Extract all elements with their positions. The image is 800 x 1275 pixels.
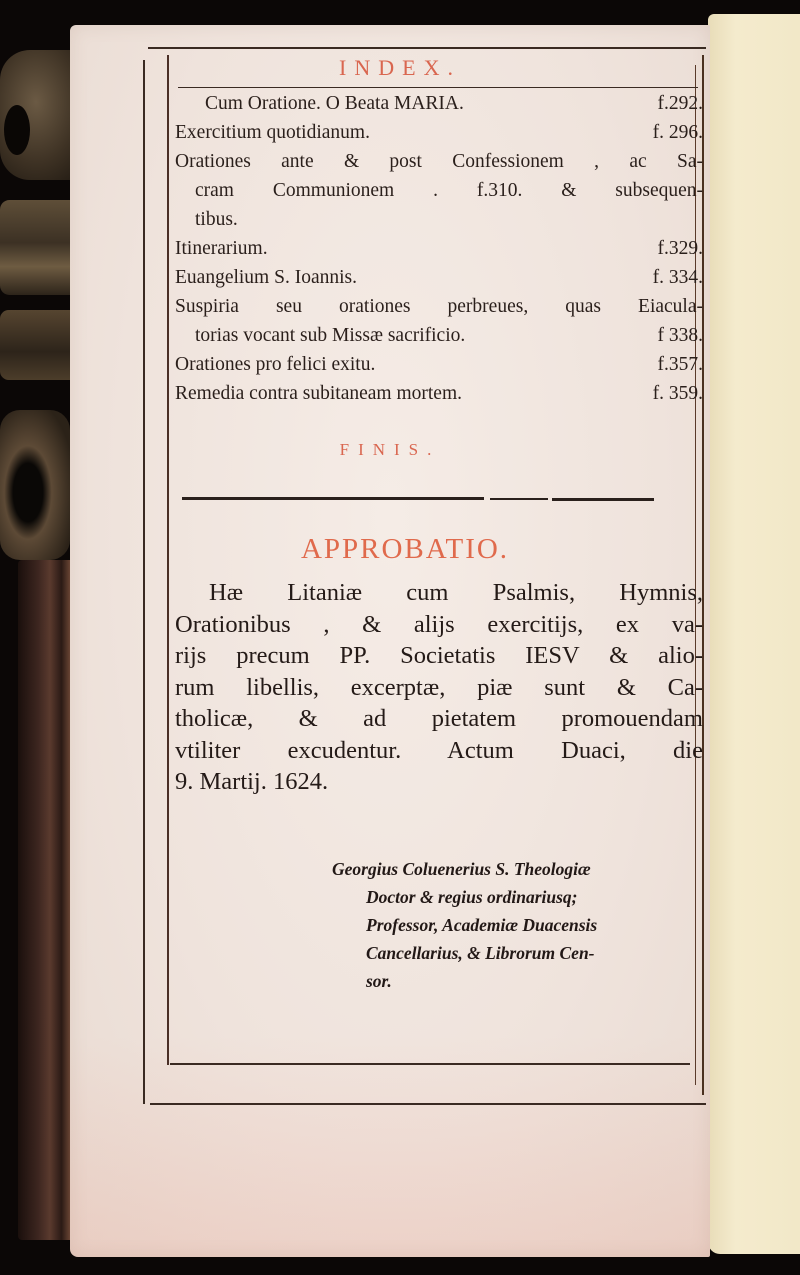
- censor-signature: [332, 855, 702, 995]
- entry-text-cont: tibus.: [195, 209, 238, 230]
- folio-ref: f. 296.: [652, 122, 703, 143]
- index-entry: [175, 292, 703, 350]
- signature-line: Cancellarius, & Librorum Cen-: [366, 943, 595, 963]
- folio-ref: f.329.: [657, 238, 703, 259]
- facing-page-edge: [708, 14, 800, 1254]
- folio-ref: f.357.: [657, 354, 703, 375]
- text-line: rum libellis, excerptæ, piæ sunt & Ca-: [175, 673, 703, 701]
- entry-text-cont: torias vocant sub Missæ sacrificio.: [195, 325, 466, 346]
- separator-rule: [490, 498, 548, 500]
- frame-rule-bottom: [150, 1103, 706, 1105]
- text-line: tholicæ, & ad pietatem promouendam: [175, 705, 703, 732]
- frame-rule-inner-bottom: [170, 1063, 690, 1065]
- frame-rule-left: [143, 60, 145, 1104]
- entry-text: Suspiria seu orationes perbreues, quas Eiacula-: [175, 296, 703, 317]
- index-entry: [175, 234, 703, 263]
- entry-text: Orationes ante & post Confessionem , ac Sa-: [175, 151, 703, 172]
- index-entry: [175, 89, 703, 118]
- index-entry: [175, 118, 703, 147]
- text-line: vtiliter excudentur. Actum Duaci, die: [175, 736, 703, 764]
- text-line: Orationibus , & alijs exercitijs, ex va-: [175, 610, 703, 638]
- entry-text: Euangelium S. Ioannis.: [175, 267, 357, 288]
- approbatio-heading: APPROBATIO.: [300, 533, 510, 565]
- index-entry: [175, 350, 703, 379]
- folio-ref: f. 334.: [652, 267, 703, 288]
- signature-line: Doctor & regius ordinariusq;: [366, 887, 578, 907]
- folio-ref: f.292.: [657, 93, 703, 114]
- index-entry: [175, 147, 703, 234]
- frame-rule-top: [148, 47, 706, 49]
- index-list: [175, 89, 703, 408]
- entry-text: Cum Oratione. O Beata MARIA.: [205, 93, 464, 114]
- entry-text-cont: cram Communionem . f.310. & subsequen-: [195, 180, 703, 201]
- entry-text: Remedia contra subitaneam mortem.: [175, 383, 462, 404]
- index-rule: [178, 87, 698, 88]
- separator-rule: [552, 498, 654, 501]
- signature-line: sor.: [366, 971, 392, 991]
- text-line: 9. Martij. 1624.: [175, 768, 329, 795]
- index-heading: INDEX.: [339, 55, 461, 80]
- index-entry: [175, 379, 703, 408]
- separator-rule: [182, 497, 484, 500]
- folio-ref: f 338.: [657, 325, 703, 346]
- signature-line: Professor, Academiæ Duacensis: [366, 915, 598, 935]
- approbatio-text: [175, 577, 703, 798]
- book-spine: [18, 560, 76, 1240]
- entry-text: Exercitium quotidianum.: [175, 122, 370, 143]
- finis-heading: FINIS.: [339, 440, 441, 459]
- text-line: Hæ Litaniæ cum Psalmis, Hymnis,: [209, 579, 703, 606]
- entry-text: Itinerarium.: [175, 238, 268, 259]
- entry-text: Orationes pro felici exitu.: [175, 354, 376, 375]
- signature-line: Georgius Coluenerius S. Theologiæ: [332, 859, 591, 879]
- index-entry: [175, 263, 703, 292]
- text-line: rijs precum PP. Societatis IESV & alio-: [175, 642, 703, 669]
- folio-ref: f. 359.: [652, 383, 703, 404]
- book-page: [70, 25, 710, 1257]
